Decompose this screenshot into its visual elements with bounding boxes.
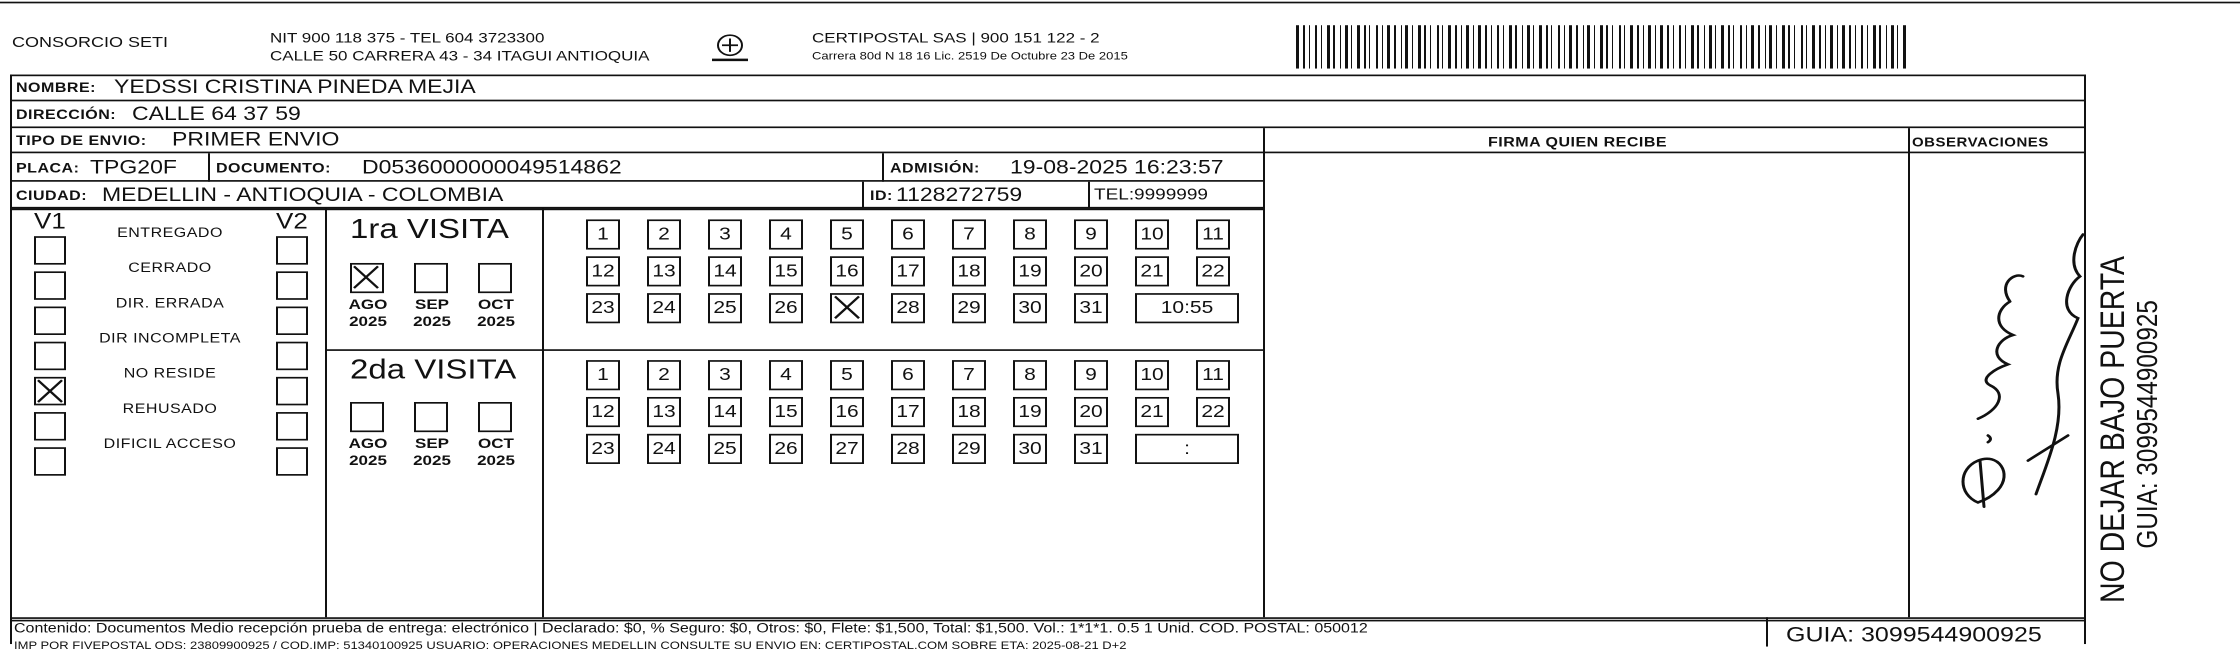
certipostal-line: CERTIPOSTAL SAS | 900 151 122 - 2 <box>812 30 1100 47</box>
day-box[interactable]: 14 <box>708 256 742 286</box>
direccion-row: DIRECCIÓN: CALLE 64 37 59 <box>10 101 2086 128</box>
day-box[interactable]: 12 <box>586 256 620 286</box>
day-box[interactable]: 16 <box>830 256 864 286</box>
day-box[interactable]: 11 <box>1196 219 1230 249</box>
month-label: OCT <box>478 435 514 452</box>
day-box[interactable]: 9 <box>1074 360 1108 390</box>
nombre-row: NOMBRE: YEDSSI CRISTINA PINEDA MEJIA <box>10 75 2086 102</box>
day-box[interactable]: 17 <box>891 256 925 286</box>
v2-checkbox[interactable] <box>276 236 308 264</box>
day-box[interactable]: 5 <box>830 360 864 390</box>
status-label: ENTREGADO <box>117 226 223 241</box>
day-box[interactable]: 21 <box>1135 256 1169 286</box>
month-label: AGO <box>348 296 388 313</box>
month-label: OCT <box>478 296 514 313</box>
day-box[interactable]: 30 <box>1013 293 1047 323</box>
day-box[interactable]: 13 <box>647 256 681 286</box>
status-label: CERRADO <box>128 261 212 276</box>
direccion-value: CALLE 64 37 59 <box>132 102 301 124</box>
status-label: DIR. ERRADA <box>115 296 225 311</box>
day-box[interactable]: 31 <box>1074 434 1108 464</box>
v1-checkbox[interactable] <box>34 377 66 405</box>
v1-checkbox[interactable] <box>34 342 66 370</box>
v1-label: V1 <box>34 208 66 234</box>
day-box[interactable]: 3 <box>708 360 742 390</box>
day-box[interactable]: 28 <box>891 293 925 323</box>
v1-checkbox[interactable] <box>34 412 66 440</box>
day-box[interactable]: 20 <box>1074 397 1108 427</box>
address-line: CALLE 50 CARRERA 43 - 34 ITAGUI ANTIOQUIA <box>270 47 650 64</box>
contenido-text: Contenido: Documentos Medio recepción prueba de entrega: electrónico | Declarado: $0, % Seguro: $0, Otros: $0, Flete: $1,500, Total: $1,500. Vol.: 1*1*1. 0.5 1 Unid. COD. POSTAL: 050012 <box>14 621 1368 636</box>
first-visit-title: 1ra VISITA <box>350 212 509 244</box>
day-box[interactable]: 23 <box>586 434 620 464</box>
day-box[interactable]: 7 <box>952 219 986 249</box>
v2-checkbox[interactable] <box>276 307 308 335</box>
company-name: CONSORCIO SETI <box>12 33 169 51</box>
day-box[interactable]: 9 <box>1074 219 1108 249</box>
day-box[interactable]: 8 <box>1013 219 1047 249</box>
tipo-row: TIPO DE ENVIO: PRIMER ENVIO <box>10 128 1263 153</box>
day-box[interactable]: 5 <box>830 219 864 249</box>
year-label: 2025 <box>413 313 451 330</box>
day-box[interactable]: 20 <box>1074 256 1108 286</box>
side-warning: NO DEJAR BAJO PUERTA <box>2094 255 2132 603</box>
barcode <box>1296 25 1912 69</box>
day-box[interactable]: 12 <box>586 397 620 427</box>
time-box[interactable]: 10:55 <box>1135 293 1239 323</box>
day-box[interactable]: 31 <box>1074 293 1108 323</box>
month-checkbox[interactable] <box>350 263 384 293</box>
admision-value: 19-08-2025 16:23:57 <box>1010 155 1224 178</box>
day-box[interactable]: 29 <box>952 293 986 323</box>
month-label: SEP <box>414 296 450 313</box>
day-box[interactable]: 19 <box>1013 397 1047 427</box>
day-box[interactable]: 2 <box>647 219 681 249</box>
day-box[interactable]: 10 <box>1135 219 1169 249</box>
day-box[interactable]: 1 <box>586 360 620 390</box>
tipo-value: PRIMER ENVIO <box>172 128 340 150</box>
nombre-value: YEDSSI CRISTINA PINEDA MEJIA <box>114 75 476 98</box>
day-box[interactable]: 25 <box>708 434 742 464</box>
ciudad-row: CIUDAD: MEDELLIN - ANTIOQUIA - COLOMBIA ID: 1128272759 TEL: 9999999 <box>10 182 1263 209</box>
v1-checkbox[interactable] <box>34 271 66 299</box>
footer-guia: GUIA: 3099544900925 <box>1786 623 2042 647</box>
month-checkbox[interactable] <box>478 263 512 293</box>
side-guia: GUIA: 3099544900925 <box>2132 300 2164 549</box>
month-checkbox[interactable] <box>414 263 448 293</box>
day-box[interactable]: 22 <box>1196 256 1230 286</box>
second-visit-title: 2da VISITA <box>350 353 517 385</box>
day-box[interactable]: 19 <box>1013 256 1047 286</box>
certipostal-logo <box>708 32 752 66</box>
month-checkbox[interactable] <box>350 402 384 432</box>
status-label: DIR INCOMPLETA <box>99 331 241 346</box>
day-box[interactable]: 3 <box>708 219 742 249</box>
v1-checkbox[interactable] <box>34 236 66 264</box>
day-box[interactable]: 22 <box>1196 397 1230 427</box>
day-box[interactable]: 8 <box>1013 360 1047 390</box>
handwritten-signature <box>1918 184 2088 519</box>
license-line: Carrera 80d N 18 16 Lic. 2519 De Octubre 23 De 2015 <box>812 49 1128 62</box>
documento-value: D0536000000049514862 <box>362 155 622 178</box>
day-box[interactable]: 30 <box>1013 434 1047 464</box>
day-box[interactable]: 7 <box>952 360 986 390</box>
placa-row: PLACA: TPG20F DOCUMENTO: D0536000000049514862 ADMISIÓN: 19-08-2025 16:23:57 <box>10 153 1263 181</box>
year-label: 2025 <box>349 452 387 469</box>
day-box[interactable]: 4 <box>769 360 803 390</box>
id-value: 1128272759 <box>896 183 1023 206</box>
day-box[interactable]: 26 <box>769 434 803 464</box>
day-box[interactable]: 6 <box>891 360 925 390</box>
v2-checkbox[interactable] <box>276 271 308 299</box>
day-box[interactable]: 24 <box>647 293 681 323</box>
imp-text: IMP POR FIVEPOSTAL ODS: 23809900925 / COD.IMP: 51340100925 USUARIO: OPERACIONES MEDELLIN CONSULTE SU ENVIO EN: CERTIPOSTAL.COM SOBRE ETA: 2025-08-21 D+2 <box>14 639 1127 652</box>
day-box[interactable] <box>830 293 864 323</box>
status-label: NO RESIDE <box>123 366 217 382</box>
observaciones-header: OBSERVACIONES <box>1912 135 2049 150</box>
day-box[interactable]: 29 <box>952 434 986 464</box>
status-label: REHUSADO <box>122 402 218 417</box>
day-box[interactable]: 17 <box>891 397 925 427</box>
year-label: 2025 <box>349 313 387 330</box>
day-box[interactable]: 23 <box>586 293 620 323</box>
top-edge-line <box>0 2 2240 4</box>
status-label: DIFICIL ACCESO <box>103 437 237 452</box>
month-label: SEP <box>414 435 450 452</box>
month-checkbox[interactable] <box>414 402 448 432</box>
day-box[interactable]: 14 <box>708 397 742 427</box>
tel-value: 9999999 <box>1134 185 1208 204</box>
year-label: 2025 <box>477 452 515 469</box>
v2-label: V2 <box>276 208 308 234</box>
day-box[interactable]: 16 <box>830 397 864 427</box>
day-box[interactable]: 25 <box>708 293 742 323</box>
day-box[interactable]: 28 <box>891 434 925 464</box>
v1-checkbox[interactable] <box>34 447 66 475</box>
day-box[interactable]: 10 <box>1135 360 1169 390</box>
day-box[interactable]: 21 <box>1135 397 1169 427</box>
v2-checkbox[interactable] <box>276 377 308 405</box>
nit-line: NIT 900 118 375 - TEL 604 3723300 <box>270 30 545 47</box>
v1-checkbox[interactable] <box>34 307 66 335</box>
time-box[interactable]: : <box>1135 434 1239 464</box>
day-box[interactable]: 15 <box>769 256 803 286</box>
day-box[interactable]: 18 <box>952 256 986 286</box>
day-box[interactable]: 18 <box>952 397 986 427</box>
v2-checkbox[interactable] <box>276 342 308 370</box>
ciudad-value: MEDELLIN - ANTIOQUIA - COLOMBIA <box>102 183 504 206</box>
placa-value: TPG20F <box>90 155 177 178</box>
v2-checkbox[interactable] <box>276 447 308 475</box>
month-label: AGO <box>348 435 388 452</box>
year-label: 2025 <box>413 452 451 469</box>
v2-checkbox[interactable] <box>276 412 308 440</box>
day-box[interactable]: 4 <box>769 219 803 249</box>
day-box[interactable]: 13 <box>647 397 681 427</box>
day-box[interactable]: 24 <box>647 434 681 464</box>
day-box[interactable]: 15 <box>769 397 803 427</box>
firma-header: FIRMA QUIEN RECIBE <box>1488 135 1668 150</box>
day-box[interactable]: 27 <box>830 434 864 464</box>
day-box[interactable]: 11 <box>1196 360 1230 390</box>
day-box[interactable]: 26 <box>769 293 803 323</box>
month-checkbox[interactable] <box>478 402 512 432</box>
day-box[interactable]: 1 <box>586 219 620 249</box>
day-box[interactable]: 6 <box>891 219 925 249</box>
day-box[interactable]: 2 <box>647 360 681 390</box>
year-label: 2025 <box>477 313 515 330</box>
